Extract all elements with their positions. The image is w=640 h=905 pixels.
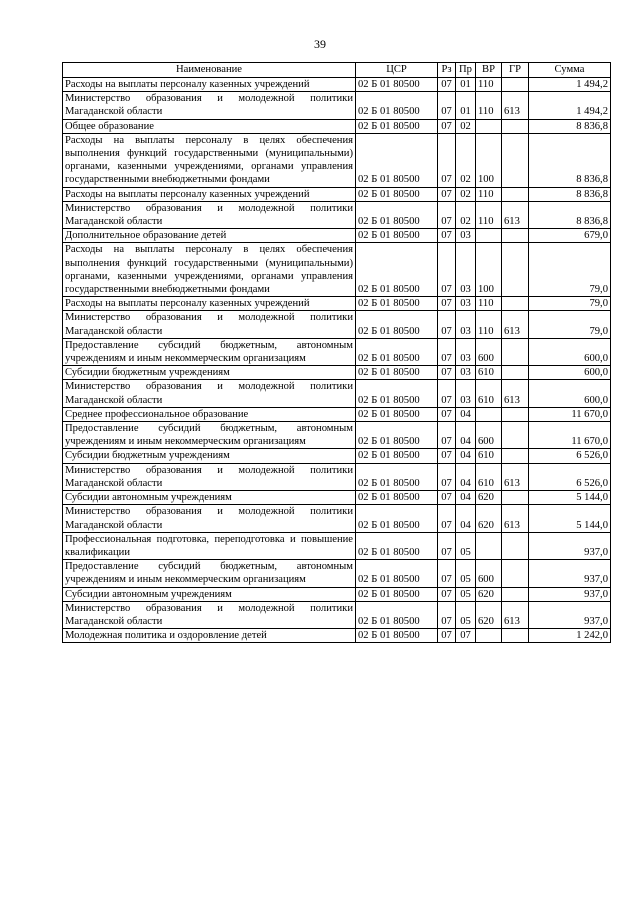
table-row bbox=[63, 380, 611, 407]
cell-sum: 600,0 bbox=[529, 366, 611, 380]
cell-sum: 8 836,8 bbox=[529, 201, 611, 228]
cell-rz: 07 bbox=[438, 243, 456, 297]
cell-sum: 5 144,0 bbox=[529, 505, 611, 532]
table-row bbox=[63, 133, 611, 187]
cell-name: Общее образование bbox=[63, 119, 356, 133]
table-row bbox=[63, 366, 611, 380]
cell-name: Дополнительное образование детей bbox=[63, 229, 356, 243]
cell-rz: 07 bbox=[438, 587, 456, 601]
table-row bbox=[63, 92, 611, 119]
cell-sum: 1 242,0 bbox=[529, 629, 611, 643]
cell-rz: 07 bbox=[438, 92, 456, 119]
cell-gr bbox=[502, 587, 529, 601]
cell-gr bbox=[502, 229, 529, 243]
table-row bbox=[63, 338, 611, 365]
cell-name: Субсидии бюджетным учреждениям bbox=[63, 366, 356, 380]
cell-rz: 07 bbox=[438, 366, 456, 380]
cell-gr: 613 bbox=[502, 311, 529, 338]
cell-rz: 07 bbox=[438, 491, 456, 505]
cell-rz: 07 bbox=[438, 505, 456, 532]
cell-sum: 8 836,8 bbox=[529, 119, 611, 133]
cell-vr: 610 bbox=[476, 463, 502, 490]
cell-pr: 04 bbox=[456, 505, 476, 532]
table-row bbox=[63, 629, 611, 643]
cell-pr: 04 bbox=[456, 463, 476, 490]
cell-pr: 03 bbox=[456, 338, 476, 365]
cell-gr bbox=[502, 338, 529, 365]
table-row bbox=[63, 311, 611, 338]
cell-vr: 620 bbox=[476, 491, 502, 505]
cell-pr: 03 bbox=[456, 380, 476, 407]
cell-csr: 02 Б 01 80500 bbox=[356, 532, 438, 559]
cell-pr: 02 bbox=[456, 201, 476, 228]
cell-name: Профессиональная подготовка, переподготовка и повышение квалификации bbox=[63, 532, 356, 559]
table-row bbox=[63, 119, 611, 133]
cell-csr: 02 Б 01 80500 bbox=[356, 601, 438, 628]
cell-vr bbox=[476, 119, 502, 133]
table-row bbox=[63, 463, 611, 490]
cell-rz: 07 bbox=[438, 201, 456, 228]
cell-gr bbox=[502, 297, 529, 311]
cell-name: Предоставление субсидий бюджетным, автономным учреждениям и иным некоммерческим организациям bbox=[63, 338, 356, 365]
table-header-row bbox=[63, 63, 611, 78]
cell-sum: 679,0 bbox=[529, 229, 611, 243]
budget-table bbox=[62, 62, 611, 643]
cell-csr: 02 Б 01 80500 bbox=[356, 92, 438, 119]
cell-name: Субсидии бюджетным учреждениям bbox=[63, 449, 356, 463]
cell-gr: 613 bbox=[502, 463, 529, 490]
cell-sum: 937,0 bbox=[529, 601, 611, 628]
cell-gr bbox=[502, 133, 529, 187]
cell-vr: 620 bbox=[476, 505, 502, 532]
cell-gr bbox=[502, 119, 529, 133]
cell-vr: 620 bbox=[476, 587, 502, 601]
cell-sum: 600,0 bbox=[529, 380, 611, 407]
cell-rz: 07 bbox=[438, 133, 456, 187]
cell-csr: 02 Б 01 80500 bbox=[356, 229, 438, 243]
cell-name: Среднее профессиональное образование bbox=[63, 407, 356, 421]
table-row bbox=[63, 297, 611, 311]
cell-pr: 04 bbox=[456, 407, 476, 421]
cell-gr bbox=[502, 560, 529, 587]
cell-rz: 07 bbox=[438, 560, 456, 587]
cell-name: Предоставление субсидий бюджетным, автономным учреждениям и иным некоммерческим организациям bbox=[63, 560, 356, 587]
cell-vr: 600 bbox=[476, 560, 502, 587]
table-row bbox=[63, 201, 611, 228]
table-row bbox=[63, 601, 611, 628]
cell-rz: 07 bbox=[438, 407, 456, 421]
cell-rz: 07 bbox=[438, 629, 456, 643]
header-csr: ЦСР bbox=[356, 63, 438, 78]
cell-sum: 937,0 bbox=[529, 587, 611, 601]
cell-gr: 613 bbox=[502, 380, 529, 407]
cell-rz: 07 bbox=[438, 187, 456, 201]
cell-name: Предоставление субсидий бюджетным, автономным учреждениям и иным некоммерческим организациям bbox=[63, 422, 356, 449]
table-row bbox=[63, 560, 611, 587]
cell-csr: 02 Б 01 80500 bbox=[356, 338, 438, 365]
cell-sum: 600,0 bbox=[529, 338, 611, 365]
cell-vr: 610 bbox=[476, 449, 502, 463]
cell-rz: 07 bbox=[438, 78, 456, 92]
cell-pr: 03 bbox=[456, 311, 476, 338]
cell-name: Расходы на выплаты персоналу в целях обеспечения выполнения функций государственными (муниципальными) органами, казенными учреждениями, органами управления государственными внебюджетными фондами bbox=[63, 243, 356, 297]
cell-vr: 110 bbox=[476, 78, 502, 92]
cell-rz: 07 bbox=[438, 463, 456, 490]
header-pr: Пр bbox=[456, 63, 476, 78]
cell-csr: 02 Б 01 80500 bbox=[356, 491, 438, 505]
table-row bbox=[63, 505, 611, 532]
cell-csr: 02 Б 01 80500 bbox=[356, 463, 438, 490]
cell-pr: 02 bbox=[456, 133, 476, 187]
cell-gr: 613 bbox=[502, 201, 529, 228]
cell-name: Министерство образования и молодежной политики Магаданской области bbox=[63, 311, 356, 338]
cell-pr: 04 bbox=[456, 422, 476, 449]
cell-vr: 100 bbox=[476, 243, 502, 297]
cell-csr: 02 Б 01 80500 bbox=[356, 422, 438, 449]
header-rz: Рз bbox=[438, 63, 456, 78]
table-row bbox=[63, 407, 611, 421]
cell-rz: 07 bbox=[438, 532, 456, 559]
cell-sum: 6 526,0 bbox=[529, 463, 611, 490]
cell-pr: 03 bbox=[456, 243, 476, 297]
cell-vr bbox=[476, 407, 502, 421]
cell-vr: 100 bbox=[476, 133, 502, 187]
cell-vr: 110 bbox=[476, 311, 502, 338]
cell-vr bbox=[476, 229, 502, 243]
cell-vr: 110 bbox=[476, 201, 502, 228]
cell-name: Субсидии автономным учреждениям bbox=[63, 491, 356, 505]
cell-pr: 01 bbox=[456, 78, 476, 92]
cell-gr bbox=[502, 629, 529, 643]
cell-sum: 79,0 bbox=[529, 243, 611, 297]
cell-csr: 02 Б 01 80500 bbox=[356, 380, 438, 407]
cell-gr bbox=[502, 449, 529, 463]
table-row bbox=[63, 491, 611, 505]
cell-csr: 02 Б 01 80500 bbox=[356, 560, 438, 587]
cell-csr: 02 Б 01 80500 bbox=[356, 629, 438, 643]
table-body bbox=[63, 78, 611, 643]
cell-gr bbox=[502, 532, 529, 559]
cell-gr bbox=[502, 366, 529, 380]
cell-gr bbox=[502, 407, 529, 421]
cell-pr: 03 bbox=[456, 297, 476, 311]
cell-csr: 02 Б 01 80500 bbox=[356, 311, 438, 338]
cell-csr: 02 Б 01 80500 bbox=[356, 78, 438, 92]
page-number: 39 bbox=[314, 37, 326, 51]
cell-pr: 03 bbox=[456, 229, 476, 243]
cell-name: Министерство образования и молодежной политики Магаданской области bbox=[63, 380, 356, 407]
cell-gr: 613 bbox=[502, 601, 529, 628]
header-sum: Сумма bbox=[529, 63, 611, 78]
cell-gr: 613 bbox=[502, 505, 529, 532]
cell-vr: 600 bbox=[476, 338, 502, 365]
cell-sum: 8 836,8 bbox=[529, 133, 611, 187]
cell-pr: 02 bbox=[456, 187, 476, 201]
cell-pr: 07 bbox=[456, 629, 476, 643]
cell-pr: 01 bbox=[456, 92, 476, 119]
cell-sum: 6 526,0 bbox=[529, 449, 611, 463]
header-gr: ГР bbox=[502, 63, 529, 78]
table-row bbox=[63, 532, 611, 559]
cell-pr: 05 bbox=[456, 587, 476, 601]
table-row bbox=[63, 243, 611, 297]
cell-rz: 07 bbox=[438, 601, 456, 628]
cell-rz: 07 bbox=[438, 297, 456, 311]
header-vr: ВР bbox=[476, 63, 502, 78]
cell-vr: 600 bbox=[476, 422, 502, 449]
cell-name: Расходы на выплаты персоналу казенных учреждений bbox=[63, 78, 356, 92]
cell-csr: 02 Б 01 80500 bbox=[356, 119, 438, 133]
cell-vr: 110 bbox=[476, 92, 502, 119]
cell-rz: 07 bbox=[438, 422, 456, 449]
cell-csr: 02 Б 01 80500 bbox=[356, 407, 438, 421]
cell-rz: 07 bbox=[438, 338, 456, 365]
cell-rz: 07 bbox=[438, 380, 456, 407]
cell-gr bbox=[502, 78, 529, 92]
cell-csr: 02 Б 01 80500 bbox=[356, 587, 438, 601]
cell-name: Министерство образования и молодежной политики Магаданской области bbox=[63, 463, 356, 490]
cell-rz: 07 bbox=[438, 119, 456, 133]
cell-vr: 110 bbox=[476, 187, 502, 201]
cell-csr: 02 Б 01 80500 bbox=[356, 187, 438, 201]
cell-gr: 613 bbox=[502, 92, 529, 119]
cell-csr: 02 Б 01 80500 bbox=[356, 243, 438, 297]
cell-sum: 79,0 bbox=[529, 311, 611, 338]
cell-pr: 04 bbox=[456, 449, 476, 463]
cell-pr: 03 bbox=[456, 366, 476, 380]
table-row bbox=[63, 449, 611, 463]
cell-csr: 02 Б 01 80500 bbox=[356, 297, 438, 311]
table-row bbox=[63, 187, 611, 201]
cell-csr: 02 Б 01 80500 bbox=[356, 505, 438, 532]
cell-vr bbox=[476, 532, 502, 559]
table-row bbox=[63, 422, 611, 449]
cell-sum: 937,0 bbox=[529, 560, 611, 587]
cell-name: Министерство образования и молодежной политики Магаданской области bbox=[63, 92, 356, 119]
cell-sum: 1 494,2 bbox=[529, 78, 611, 92]
cell-pr: 04 bbox=[456, 491, 476, 505]
cell-gr bbox=[502, 243, 529, 297]
cell-csr: 02 Б 01 80500 bbox=[356, 366, 438, 380]
cell-csr: 02 Б 01 80500 bbox=[356, 449, 438, 463]
cell-name: Министерство образования и молодежной политики Магаданской области bbox=[63, 201, 356, 228]
cell-name: Субсидии автономным учреждениям bbox=[63, 587, 356, 601]
cell-gr bbox=[502, 491, 529, 505]
cell-pr: 05 bbox=[456, 560, 476, 587]
cell-rz: 07 bbox=[438, 229, 456, 243]
cell-gr bbox=[502, 422, 529, 449]
cell-vr bbox=[476, 629, 502, 643]
cell-csr: 02 Б 01 80500 bbox=[356, 133, 438, 187]
cell-sum: 11 670,0 bbox=[529, 422, 611, 449]
cell-vr: 610 bbox=[476, 366, 502, 380]
cell-vr: 610 bbox=[476, 380, 502, 407]
cell-gr bbox=[502, 187, 529, 201]
cell-rz: 07 bbox=[438, 449, 456, 463]
table-row bbox=[63, 78, 611, 92]
cell-name: Расходы на выплаты персоналу казенных учреждений bbox=[63, 187, 356, 201]
cell-vr: 620 bbox=[476, 601, 502, 628]
cell-name: Министерство образования и молодежной политики Магаданской области bbox=[63, 601, 356, 628]
table-row bbox=[63, 229, 611, 243]
cell-csr: 02 Б 01 80500 bbox=[356, 201, 438, 228]
cell-sum: 11 670,0 bbox=[529, 407, 611, 421]
cell-sum: 1 494,2 bbox=[529, 92, 611, 119]
cell-sum: 937,0 bbox=[529, 532, 611, 559]
cell-sum: 8 836,8 bbox=[529, 187, 611, 201]
cell-sum: 79,0 bbox=[529, 297, 611, 311]
cell-vr: 110 bbox=[476, 297, 502, 311]
cell-name: Расходы на выплаты персоналу в целях обеспечения выполнения функций государственными (муниципальными) органами, казенными учреждениями, органами управления государственными внебюджетными фондами bbox=[63, 133, 356, 187]
cell-pr: 05 bbox=[456, 532, 476, 559]
cell-pr: 05 bbox=[456, 601, 476, 628]
cell-name: Министерство образования и молодежной политики Магаданской области bbox=[63, 505, 356, 532]
header-name: Наименование bbox=[63, 63, 356, 78]
cell-name: Расходы на выплаты персоналу казенных учреждений bbox=[63, 297, 356, 311]
cell-rz: 07 bbox=[438, 311, 456, 338]
cell-sum: 5 144,0 bbox=[529, 491, 611, 505]
cell-pr: 02 bbox=[456, 119, 476, 133]
table-row bbox=[63, 587, 611, 601]
cell-name: Молодежная политика и оздоровление детей bbox=[63, 629, 356, 643]
